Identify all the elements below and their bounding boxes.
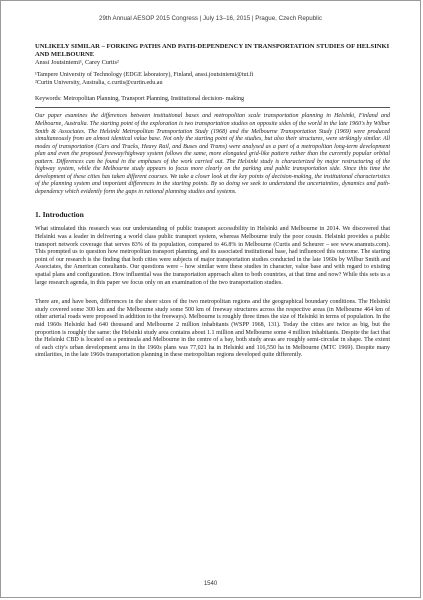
author-list: Anssi Joutsiniemi¹, Carey Curtis²: [35, 59, 119, 67]
page-content: [35, 43, 390, 372]
keywords: Keywords: Metropolitan Planning, Transport Planning, Institutional decision- making: [35, 96, 245, 103]
running-header: 29th Annual AESOP 2015 Congress | July 13–16, 2015 | Prague, Czech Republic: [99, 15, 322, 22]
abstract-divider: [35, 107, 390, 108]
body-paragraph-2: There are, and have been, differences in the sheer sizes of the two metropolitan regions and the geographical boundary conditions. The Helsinki study covered some 300 km and the Melbourne study some 500 km of freeway structures across the respective areas (in Melbourne 464 km of other arterial roads were proposed in addition to the freeways). Melbourne is roughly three times the size of Helsinki in terms of population. In the mid 1960s Helsinki had 640 thousand and Melbourne 2 million inhabitants (WSPP 1968, 131). Today the cities are twice as big, but the proportion is roughly the same: the Helsinki study area contains about 1.1 million and Melbourne some 4 million inhabitants. Despite the fact that the Helsinki CBD is located on a peninsula and Melbourne in the centre of a bay, both study areas are roughly semi-circular in shape. The extent of each city's urban development area in the 1960s plans was 77,021 ha in Helsinki and 116,550 ha in Melbourne (MTC 1969). Despite many similarities, in the late 1960s transportation planning in these metropolitan regions developed quite differently.: [35, 299, 390, 359]
paper-title: UNLIKELY SIMILAR – FORKING PATHS AND PATH-DEPENDENCY IN TRANSPORTATION STUDIES OF HELSINKI AND MELBOURNE: [35, 43, 390, 59]
affiliation-1: ¹Tampere University of Technology (EDGE laboratory), Finland, anssi.joutsiniemi@tut.fi: [35, 72, 254, 79]
body-paragraph-1: What stimulated this research was our understanding of public transport accessibility in Helsinki and Melbourne in 2014. We discovered that Helsinki was a leader in delivering a world class public transport system, whereas Melbourne truly the poor cousin. Helsinki provides a public transport network coverage that serves 83% of its population, compared to 46.8% in Melbourne (Curtis and Scheurer – see www.snamuts.com). This prompted us to question how metropolitan transport planning, and its associated institutional base, had influenced this outcome. The starting point of our research is the finding that both cities were subjects of major transportation studies conducted in the late 1960s by Wilbur Smith and Associates, the American consultants. Our questions were – how similar were these studies in character, value base and with regard to existing spatial plans and configuration. How influential was the transportation approach alien to both countries, at that time and now? While this sets us a large research agenda, in this paper we focus only on an examination of the two transportation studies.: [35, 226, 390, 286]
section-heading: 1. Introduction: [35, 210, 84, 220]
affiliation-2: ²Curtin University, Australia, c.curtis@curtin.edu.au: [35, 80, 163, 87]
abstract: Our paper examines the differences between institutional bases and metropolitan scale transportation planning in Helsinki, Finland and Melbourne, Australia. The starting point of the exploration is two transportation studies on opposite sides of the world in the late 1960's by Wilbur Smith & Associates. The Helsinki Metropolitan Transportation Study (1968) and the Melbourne Transportation Study (1969) were produced simultaneously from an almost identical value base. Not only the starting point of the studies, but also their structures, were strikingly similar. All modes of transportation (Cars and Trucks, Heavy Rail, and Buses and Trams) were analysed as a part of a metropolitan long-term development plan and even the proposed freeway/highway system follows the same, more elongated grid-like pattern rather than the currently popular orbital pattern. Differences can be found in the emphases of the work carried out. The Helsinki study is characterized by major restructuring of the highway system, while the Melbourne study appears to focus more clearly on the parking and public transportation side. Since this time the development of these cities has taken different courses. We take a closer look at the key points of decision-making, the institutional characteristics of the planning system and important differences in the starting points. By so doing we seek to understand the uncertainties, dynamics and path-dependency which evidently form the gaps in rational planning studies and systems.: [35, 113, 390, 195]
page-number: 1540: [203, 581, 218, 587]
